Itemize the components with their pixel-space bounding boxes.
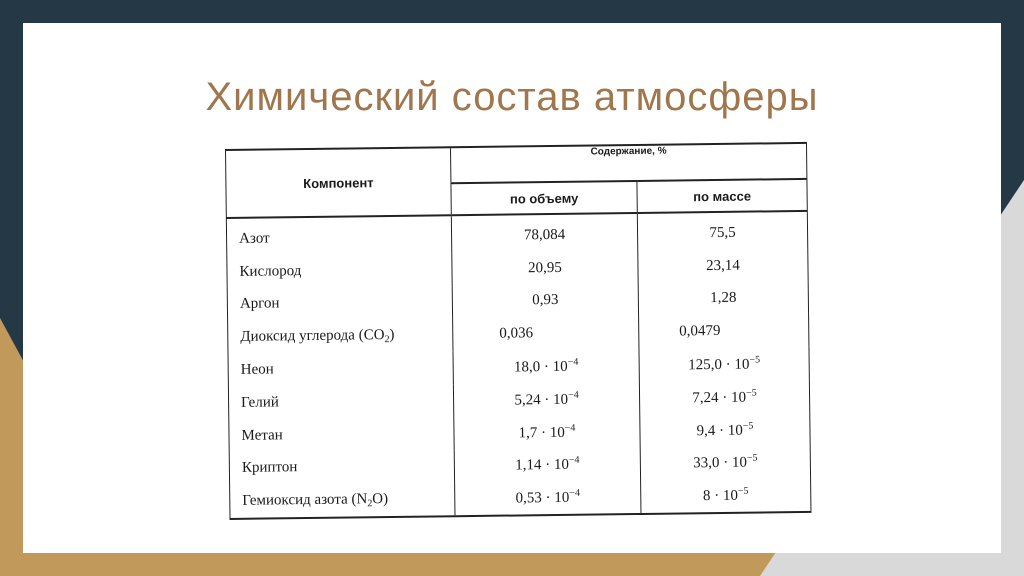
component-name: Гелий [228,384,453,420]
volume-value: $18,0 \cdot 10^{-4}$ [453,349,639,384]
mass-value: 23,14 [638,249,808,284]
component-name: Диоксид углерода $(CO_2)$ [228,319,453,355]
header-by-volume: по объему [451,181,637,215]
mass-value: $8 \cdot 10^{-5}$ [641,478,811,514]
volume-value: 0,93 [452,284,638,319]
component-name: Метан [229,417,454,453]
mass-value: 0,0479 [639,314,809,349]
volume-value: 0,036 [453,316,639,351]
slide [23,23,1001,553]
volume-value: $5,24 \cdot 10^{-4}$ [453,382,639,417]
component-name: Аргон [227,286,452,322]
component-name: Кислород [227,253,452,289]
mass-value: $9,4 \cdot 10^{-5}$ [640,413,810,448]
header-component: Компонент [226,147,452,218]
slide-title: Химический состав атмосферы [205,75,819,119]
mass-value: 1,28 [638,281,808,316]
header-by-mass: по массе [637,179,807,213]
table-container [225,145,807,520]
component-name: Гемиоксид азота $(N_2O)$ [230,483,455,520]
volume-value: $0,53 \cdot 10^{-4}$ [455,480,641,516]
component-name: Криптон [229,450,454,486]
volume-value: 78,084 [451,213,637,253]
composition-table [225,142,811,520]
mass-value: 75,5 [637,211,807,251]
volume-value: $1,7 \cdot 10^{-4}$ [454,415,640,450]
table-row [230,478,811,519]
mass-value: $125,0 \cdot 10^{-5}$ [639,347,809,382]
volume-value: 20,95 [452,251,638,286]
volume-value: $1,14 \cdot 10^{-4}$ [454,448,640,483]
mass-value: $7,24 \cdot 10^{-5}$ [639,380,809,415]
component-name: Неон [228,351,453,387]
header-content: Содержание, % [450,143,806,183]
mass-value: $33,0 \cdot 10^{-5}$ [640,445,810,480]
component-name: Азот [226,215,451,256]
